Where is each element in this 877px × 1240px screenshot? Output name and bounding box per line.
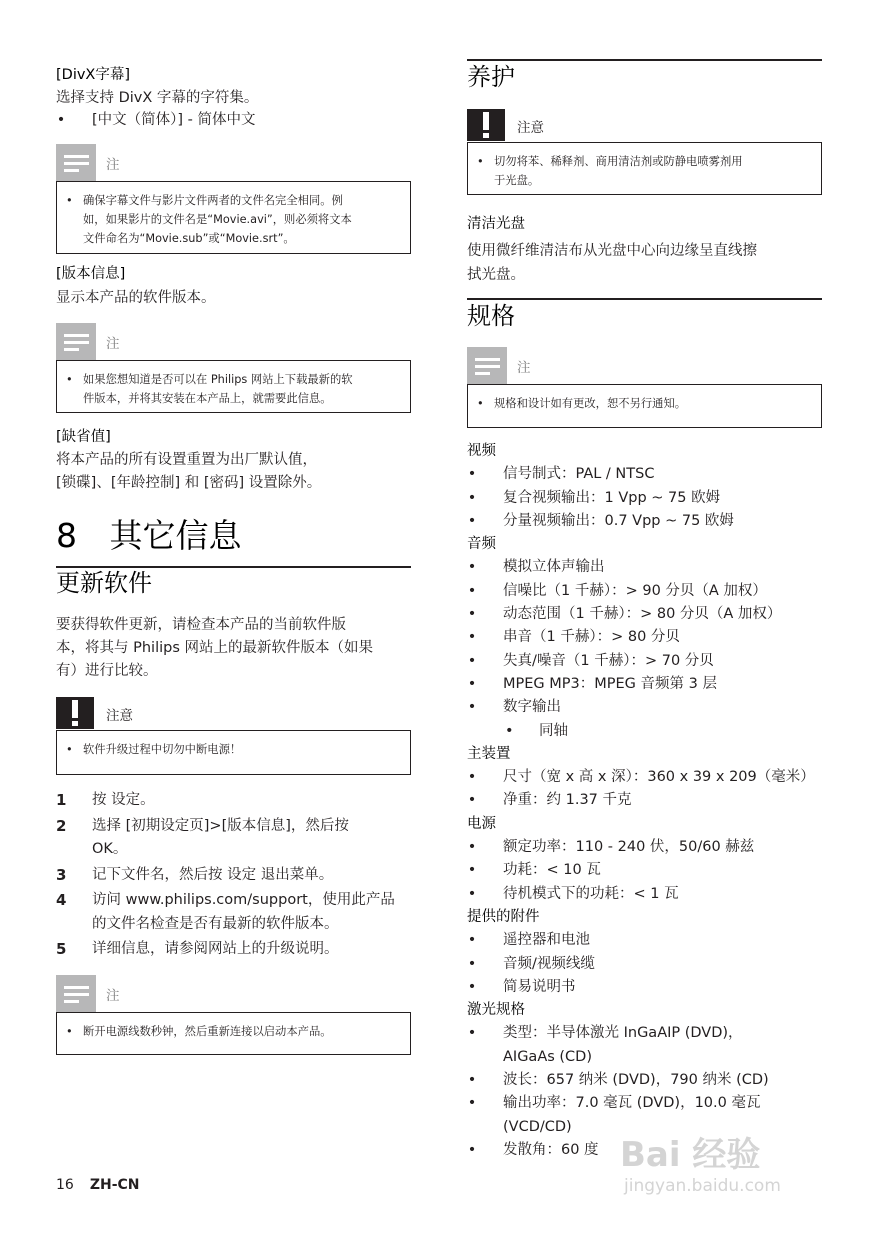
step-line: OK。	[92, 841, 128, 857]
exclamation-icon	[467, 109, 505, 141]
language-code: ZH-CN	[89, 1177, 140, 1193]
divx-option	[56, 109, 411, 132]
bullet-icon: •	[467, 582, 477, 599]
spec-item-text: 信号制式：PAL / NTSC	[503, 466, 655, 483]
update-steps	[56, 789, 411, 962]
note-icon	[56, 975, 96, 1013]
caution-line: 软件升级过程中切勿中断电源！	[83, 743, 242, 756]
bullet-icon: •	[467, 932, 477, 949]
bullet-icon: •	[477, 155, 484, 168]
step-item	[56, 889, 411, 936]
spec-item	[467, 626, 822, 649]
spec-item-text: 分量视频输出：0.7 Vpp ~ 75 欧姆	[503, 512, 734, 529]
section-rule	[467, 298, 822, 300]
caution-header	[56, 697, 411, 729]
divx-option-label: [中文（简体）] - 简体中文	[92, 112, 256, 128]
step-item	[56, 938, 411, 962]
bullet-icon: •	[66, 194, 73, 207]
spec-item	[467, 953, 822, 976]
spec-item	[467, 487, 822, 510]
clean-line-2: 拭光盘。	[467, 267, 525, 283]
version-desc: 显示本产品的软件版本。	[56, 290, 216, 306]
spec-item	[467, 1069, 822, 1092]
note-line: 如果您想知道是否可以在 Philips 网站上下载最新的软	[83, 373, 353, 386]
spec-item-text: 信噪比（1 千赫）：> 90 分贝（A 加权）	[503, 582, 767, 599]
step-line: 按 设定。	[92, 792, 155, 808]
bullet-icon: •	[467, 862, 477, 879]
spec-item	[467, 463, 822, 486]
spec-item-text: 输出功率：7.0 毫瓦 (DVD)，10.0 毫瓦	[503, 1095, 761, 1112]
bullet-icon: •	[467, 839, 477, 856]
bullet-icon: •	[467, 512, 477, 529]
note-line: 文件命名为“Movie.sub”或“Movie.srt”。	[83, 232, 295, 245]
spec-item	[467, 696, 822, 719]
care-caution-box	[467, 142, 822, 195]
step-line: 记下文件名，然后按 设定 退出菜单。	[92, 866, 334, 883]
note-label: 注	[106, 988, 120, 1004]
bullet-icon: •	[467, 885, 477, 902]
spec-item-text: 模拟立体声输出	[503, 559, 605, 576]
bullet-icon: •	[467, 629, 477, 646]
default-desc-2: [锁碟]、[年龄控制] 和 [密码] 设置除外。	[56, 475, 322, 491]
step-item	[56, 789, 411, 813]
step-line: 选择 [初期设定页]>[版本信息]，然后按	[92, 817, 349, 834]
spec-group-title: 视频	[467, 443, 496, 459]
spec-item	[467, 929, 822, 952]
note-icon	[56, 144, 96, 182]
clean-line-1: 使用微纤维清洁布从光盘中心向边缘呈直线擦	[467, 243, 757, 259]
spec-item	[467, 580, 822, 603]
note-header	[56, 144, 411, 182]
step-item	[56, 815, 411, 862]
note-label: 注	[106, 336, 120, 352]
bullet-icon: •	[66, 373, 73, 386]
bullet-icon: •	[467, 559, 477, 576]
bullet-icon: •	[66, 1025, 73, 1038]
note-header	[56, 975, 411, 1013]
chapter-number: 8	[56, 516, 77, 555]
spec-item	[467, 836, 822, 859]
spec-item-text: 功耗：< 10 瓦	[503, 862, 601, 879]
note-line: 件版本，并将其安装在本产品上，就需要此信息。	[83, 392, 332, 405]
note-header	[56, 323, 411, 361]
step-line: 的文件名检查是否有最新的软件版本。	[92, 915, 339, 932]
spec-item-text: 动态范围（1 千赫）：> 80 分贝（A 加权）	[503, 606, 782, 623]
step-item	[56, 864, 411, 888]
note-line: 确保字幕文件与影片文件两者的文件名完全相同。例	[83, 194, 343, 207]
spec-item	[467, 650, 822, 673]
bullet-icon: •	[467, 769, 477, 786]
spec-item-text: 复合视频输出：1 Vpp ~ 75 欧姆	[503, 489, 721, 506]
spec-item	[467, 976, 822, 999]
clean-title: 清洁光盘	[467, 216, 525, 232]
spec-item-text: 净重：约 1.37 千克	[503, 792, 632, 809]
section-rule	[467, 59, 822, 61]
watermark-url: jingyan.baidu.com	[624, 1176, 781, 1196]
spec-item-text: AIGaAs (CD)	[503, 1048, 593, 1065]
spec-item-text: MPEG MP3：MPEG 音频第 3 层	[503, 675, 717, 692]
caution-label: 注意	[517, 120, 544, 136]
note-label: 注	[106, 157, 120, 173]
update-title: 更新软件	[56, 569, 152, 597]
spec-item	[467, 556, 822, 579]
note-icon	[467, 347, 507, 385]
note-header	[467, 347, 822, 385]
page-number: 16	[56, 1177, 74, 1193]
default-desc-1: 将本产品的所有设置重置为出厂默认值，	[56, 452, 317, 468]
spec-item	[467, 883, 822, 906]
spec-item	[467, 1092, 822, 1139]
update-para-2: 本，将其与 Philips 网站上的最新软件版本（如果	[56, 640, 373, 656]
spec-group-title: 提供的附件	[467, 908, 540, 925]
spec-item	[467, 1022, 822, 1069]
step-number: 5	[56, 940, 67, 958]
spec-group-title: 音频	[467, 536, 496, 553]
spec-group-title: 电源	[467, 815, 496, 832]
note-icon	[56, 323, 96, 361]
note-label: 注	[517, 360, 531, 376]
spec-item-text: 遥控器和电池	[503, 932, 590, 949]
bullet-icon: •	[56, 112, 66, 128]
watermark-logo: Bai 经验	[620, 1135, 761, 1175]
bullet-icon: •	[467, 606, 477, 623]
version-title: [版本信息]	[56, 266, 126, 282]
divx-note-box	[56, 181, 411, 254]
default-title: [缺省值]	[56, 429, 111, 445]
spec-group-title: 激光规格	[467, 1002, 525, 1019]
baidu-watermark	[620, 1135, 820, 1205]
spec-note-box	[467, 384, 822, 428]
step-number: 3	[56, 865, 67, 884]
bullet-icon: •	[467, 699, 477, 716]
caution-header	[467, 109, 822, 141]
exclamation-icon	[56, 697, 94, 729]
update-para-1: 要获得软件更新，请检查本产品的当前软件版	[56, 617, 346, 633]
update-para-3: 有）进行比较。	[56, 663, 158, 679]
chapter-heading	[56, 516, 242, 556]
bullet-icon: •	[467, 792, 477, 809]
bullet-icon: •	[467, 466, 477, 483]
spec-item	[467, 859, 822, 882]
step-number: 2	[56, 816, 67, 835]
spec-item-text: 发散角：60 度	[503, 1141, 599, 1158]
caution-label: 注意	[106, 708, 133, 724]
note-line: 如，如果影片的文件名是“Movie.avi”，则必须将文本	[83, 213, 352, 226]
bullet-icon: •	[477, 397, 484, 410]
bullet-icon: •	[467, 978, 477, 995]
spec-item-text: 数字输出	[503, 699, 561, 716]
spec-item	[467, 603, 822, 626]
spec-item-text: 同轴	[539, 722, 568, 739]
spec-item-text: 串音（1 千赫）：> 80 分贝	[503, 629, 680, 646]
step-line: 访问 www.philips.com/support，使用此产品	[92, 892, 395, 908]
spec-item	[467, 789, 822, 812]
bullet-icon: •	[467, 955, 477, 972]
chapter-title: 其它信息	[109, 516, 242, 555]
update-caution-box	[56, 730, 411, 775]
spec-item-text: 失真/噪音（1 千赫）：> 70 分贝	[503, 652, 714, 669]
spec-item	[467, 766, 822, 789]
spec-item-text: 额定功率：110 - 240 伏，50/60 赫兹	[503, 839, 755, 856]
step-line: 详细信息，请参阅网站上的升级说明。	[92, 941, 339, 957]
bullet-icon: •	[467, 675, 477, 692]
spec-group-title: 主装置	[467, 745, 511, 762]
caution-line: 切勿将苯、稀释剂、商用清洁剂或防静电喷雾剂用	[494, 155, 743, 168]
spec-item	[467, 510, 822, 533]
note-line: 断开电源线数秒钟，然后重新连接以启动本产品。	[83, 1025, 332, 1038]
bullet-icon: •	[467, 489, 477, 506]
version-note-box	[56, 360, 411, 413]
spec-item-text: 简易说明书	[503, 978, 576, 995]
spec-item-text: 待机模式下的功耗：< 1 瓦	[503, 885, 679, 902]
care-title: 养护	[467, 63, 515, 91]
bullet-icon: •	[66, 743, 73, 756]
page-footer	[56, 1177, 140, 1193]
spec-item-text: 音频/视频线缆	[503, 955, 595, 972]
step-number: 1	[56, 791, 67, 809]
bullet-icon: •	[467, 1095, 477, 1112]
divx-desc: 选择支持 DivX 字幕的字符集。	[56, 90, 259, 106]
bullet-icon: •	[505, 722, 514, 739]
bullet-icon: •	[467, 1025, 477, 1042]
update-note-box	[56, 1012, 411, 1055]
spec-sub-item	[467, 720, 822, 743]
spec-item	[467, 673, 822, 696]
spec-item-text: 波长：657 纳米 (DVD)，790 纳米 (CD)	[503, 1072, 769, 1089]
spec-list	[467, 440, 822, 1162]
left-column	[56, 0, 411, 1038]
bullet-icon: •	[467, 652, 477, 669]
bullet-icon: •	[467, 1141, 477, 1158]
caution-line: 于光盘。	[494, 174, 540, 187]
step-number: 4	[56, 891, 67, 909]
spec-item-text: 尺寸（宽 x 高 x 深）：360 x 39 x 209（毫米）	[503, 769, 815, 786]
spec-item-text: 类型：半导体激光 InGaAIP (DVD)，	[503, 1025, 743, 1042]
note-line: 规格和设计如有更改，恕不另行通知。	[494, 397, 687, 410]
divx-title: [DivX字幕]	[56, 67, 131, 83]
spec-item-text: (VCD/CD)	[503, 1118, 572, 1135]
spec-title: 规格	[467, 302, 515, 330]
bullet-icon: •	[467, 1072, 477, 1089]
